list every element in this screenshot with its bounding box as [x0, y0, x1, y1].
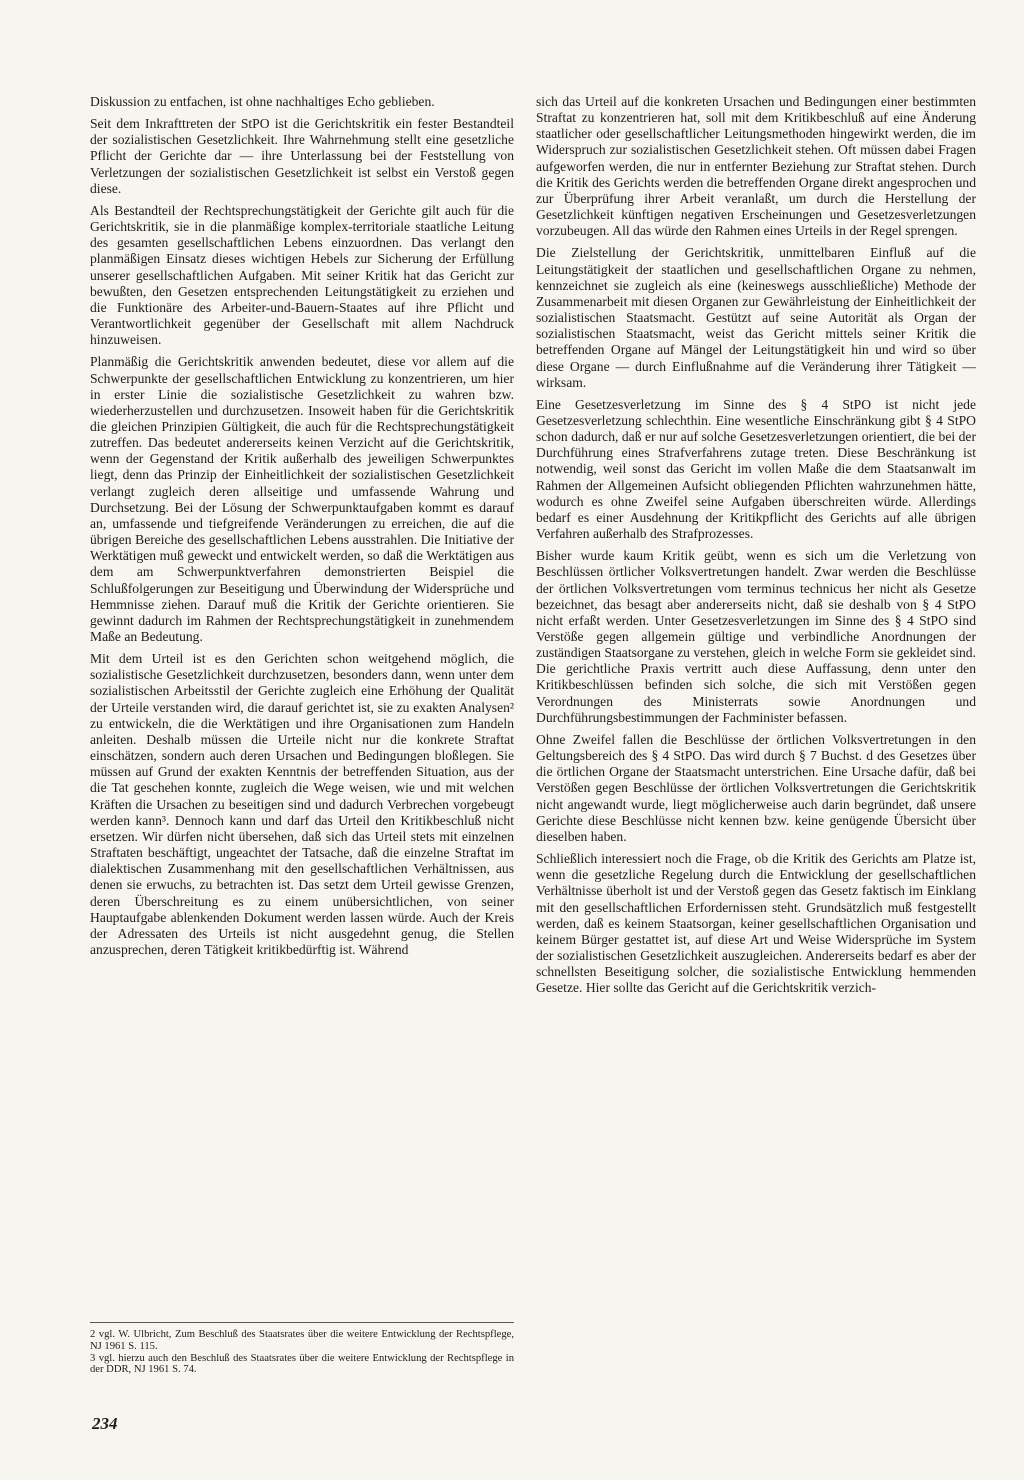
paragraph: sich das Urteil auf die konkreten Ursachen und Bedingungen einer bestimmten Straftat zu konzentrieren hat, soll mit dem Kritikbeschluß auf eine Änderung staatlicher oder gesellschaftlicher Leitungsmethoden hingewirkt werden, die im Widerspruch zur sozialistischen Gesetzlichkeit stehen. Oft müssen dabei Fragen aufgeworfen werden, die nur in entfernter Beziehung zur Straftat stehen. Durch die Kritik des Gerichts werden die betreffenden Organe direkt angesprochen und zur Überprüfung ihrer Arbeit veranlaßt, um durch die Herstellung der Gesetzlichkeit künftigen negativen Erscheinungen und Gesetzesverletzungen vorzubeugen. All das würde den Rahmen eines Urteils in der Regel sprengen.	[536, 94, 976, 239]
paragraph: Planmäßig die Gerichtskritik anwenden bedeutet, diese vor allem auf die Schwerpunkte der gesellschaftlichen Entwicklung zu konzentrieren, um hier in erster Linie die sozialistische Gesetzlichkeit zu wahren bzw. wiederherzustellen und durchzusetzen. Insoweit haben für die Gerichtskritik die gleichen Prinzipien Gültigkeit, die auch für die Rechtsprechungstätigkeit zutreffen. Das bedeutet andererseits keinen Verzicht auf die Gerichtskritik, wenn der Gegenstand der Kritik außerhalb des jeweiligen Schwerpunktes liegt, denn das Prinzip der Einheitlichkeit der sozialistischen Gesetzlichkeit verlangt zugleich deren allseitige und umfassende Wahrung und Durchsetzung. Bei der Lösung der Schwerpunktaufgaben kommt es darauf an, umfassende und tiefgreifende Veränderungen zu erreichen, die auf die übrigen Bereiche des gesellschaftlichen Lebens ausstrahlen. Die Initiative der Werktätigen muß geweckt und entwickelt werden, so daß die Werktätigen aus dem am Schwerpunktverfahren demonstrierten Beispiel die Schlußfolgerungen zur Beseitigung und Überwindung der Widersprüche und Hemmnisse ziehen. Darauf muß die Kritik der Gerichte orientieren. Sie gewinnt dadurch im Rahmen der Rechtsprechungstätigkeit in zunehmendem Maße an Bedeutung.	[90, 354, 514, 644]
page-number: 234	[92, 1414, 118, 1433]
paragraph: Bisher wurde kaum Kritik geübt, wenn es sich um die Verletzung von Beschlüssen örtlicher Volksvertretungen handelt. Zwar werden die Beschlüsse der örtlichen Volksvertretungen vom terminus technicus her nicht als Gesetze bezeichnet, das besagt aber andererseits nicht, daß sie deshalb von § 4 StPO nicht erfaßt werden. Unter Gesetzesverletzungen im Sinne des § 4 StPO sind Verstöße gegen allgemein gültige und verbindliche Anordnungen der zuständigen Staatsorgane zu verstehen, gleich in welche Form sie gekleidet sind. Die gerichtliche Praxis vertritt auch diese Auffassung, denn unter den Kritikbeschlüssen befinden sich solche, die sich mit Verstößen gegen Verordnungen des Ministerrats sowie Anordnungen und Durchführungsbestimmungen der Fachminister befassen.	[536, 548, 976, 725]
paragraph: Ohne Zweifel fallen die Beschlüsse der örtlichen Volksvertretungen in den Geltungsbereich des § 4 StPO. Das wird durch § 7 Buchst. d des Gesetzes über die örtlichen Organe der Staatsmacht unterstrichen. Eine Ursache dafür, daß bei Verstößen gegen Beschlüsse der örtlichen Volksvertretungen die Gerichtskritik nicht angewandt wurde, liegt möglicherweise auch darin begründet, daß unsere Gerichte diese Beschlüsse nicht kennen bzw. keine genügende Übersicht über dieselben haben.	[536, 731, 976, 844]
paragraph: Diskussion zu entfachen, ist ohne nachhaltiges Echo geblieben.	[90, 94, 435, 109]
paragraph: Mit dem Urteil ist es den Gerichten schon weitgehend möglich, die sozialistische Gesetzlichkeit durchzusetzen, besonders dann, wenn unter dem sozialistischen Arbeitsstil der Gerichte zugleich eine Erhöhung der Qualität der Urteile verstanden wird, die darauf gerichtet ist, sie zu exakten Analysen² zu entwickeln, die die Werktätigen und ihre Organisationen zum Handeln anleiten. Deshalb müssen die Urteile nicht nur die konkrete Straftat einschätzen, sondern auch deren Ursachen und Bedingungen bloßlegen. Sie müssen auf Grund der exakten Kenntnis der betreffenden Situation, aus der die Tat geschehen konnte, zugleich die Wege weisen, wie und mit welchen Kräften die Ursachen zu beseitigen sind und dadurch Verbrechen vorgebeugt werden kann³. Dennoch kann und darf das Urteil den Kritikbeschluß nicht ersetzen. Wir dürfen nicht übersehen, daß sich das Urteil stets mit einzelnen Straftaten beschäftigt, ungeachtet der Tatsache, daß die einzelne Straftat im dialektischen Zusammenhang mit den gesellschaftlichen Verhältnissen, aus denen sie erwuchs, zu betrachten ist. Das setzt dem Urteil gewisse Grenzen, deren Überschreitung es zu einem unübersichtlichen, von seiner Hauptaufgabe ablenkenden Dokument werden lassen würde. Auch der Kreis der Adressaten des Urteils ist nicht ausgedehnt genug, die Stellen anzusprechen, deren Tätigkeit kritikbedürftig ist. Während	[90, 651, 514, 957]
paragraph: Eine Gesetzesverletzung im Sinne des § 4 StPO ist nicht jede Gesetzesverletzung schlechthin. Eine wesentliche Einschränkung gibt § 4 StPO schon dadurch, daß er nur auf solche Gesetzesverletzungen orientiert, die bei der Durchführung eines Strafverfahrens zutage treten. Diese Beschränkung ist notwendig, weil sonst das Gericht im vollen Maße die dem Staatsanwalt im Rahmen der Allgemeinen Aufsicht obliegenden Pflichten wahrzunehmen hätte, wodurch es ohne Zweifel seine Aufgaben überschreiten würde. Allerdings bedarf es einer Ausdehnung der Kritikpflicht des Gerichts auf alle übrigen Verfahren außerhalb des Strafprozesses.	[536, 396, 976, 542]
footnotes	[90, 1322, 514, 1376]
paragraph: Seit dem Inkrafttreten der StPO ist die Gerichtskritik ein fester Bestandteil der sozialistischen Gesetzlichkeit. Ihre Wahrnehmung stellt eine gesetzliche Pflicht der Gerichte dar — ihre Unterlassung bei der Feststellung von Verletzungen der sozialistischen Gesetzlichkeit ist selbst ein Verstoß gegen diese.	[90, 116, 514, 196]
paragraph: Die Zielstellung der Gerichtskritik, unmittelbaren Einfluß auf die Leitungstätigkeit der staatlichen und gesellschaftlichen Organe zu nehmen, kennzeichnet sie zugleich als eine (keineswegs ausschließliche) Methode der Zusammenarbeit mit diesen Organen zur Gewährleistung der Einheitlichkeit der sozialistischen Staatsmacht. Gestützt auf seine Autorität als Organ der sozialistischen Staatsmacht, weist das Gericht mittels seiner Kritik die betreffenden Organe auf Mängel der Leitungstätigkeit hin und wird so über diese Organe — durch Einflußnahme auf die Veränderung ihrer Tätigkeit — wirksam.	[536, 245, 976, 390]
footnote: 2 vgl. W. Ulbricht, Zum Beschluß des Staatsrates über die weitere Entwicklung der Rechtspflege, NJ 1961 S. 115.	[90, 1329, 514, 1352]
paragraph: Als Bestandteil der Rechtsprechungstätigkeit der Gerichte gilt auch für die Gerichtskritik, sie in die planmäßige komplex-territoriale staatliche Leitung des gesamten gesellschaftlichen Lebens einzuordnen. Das verlangt den planmäßigen Einsatz dieses wichtigen Hebels zur Sicherung der Erfüllung unserer gesellschaftlichen Aufgaben. Mit seiner Kritik hat das Gericht zur bewußten, den Gesetzen entsprechenden Leitungstätigkeit zu erziehen und die Funktionäre des Arbeiter-und-Bauern-Staates auf ihre Pflicht und Verantwortlichkeit gegenüber der Gesellschaft mit allem Nachdruck hinzuweisen.	[90, 202, 514, 348]
left-column	[90, 94, 514, 964]
footnote: 3 vgl. hierzu auch den Beschluß des Staatsrates über die weitere Entwicklung der Rechtspflege in der DDR, NJ 1961 S. 74.	[90, 1352, 514, 1376]
paragraph: Schließlich interessiert noch die Frage, ob die Kritik des Gerichts am Platze ist, wenn die gesetzliche Regelung durch die Entwicklung der gesellschaftlichen Verhältnisse überholt ist und der Verstoß gegen das Gesetz faktisch im Einklang mit den gesellschaftlichen Erfordernissen steht. Grundsätzlich muß festgestellt werden, daß es keinem Staatsorgan, keiner gesellschaftlichen Organisation und keinem Bürger gestattet ist, auf diese Art und Weise Widersprüche im System der sozialistischen Gesetzlichkeit auszugleichen. Andererseits bedarf es aber der schnellsten Beseitigung solcher, die sozialistische Entwicklung hemmenden Gesetze. Hier sollte das Gericht auf die Gerichtskritik verzich-	[536, 851, 976, 996]
right-column	[536, 94, 976, 1002]
